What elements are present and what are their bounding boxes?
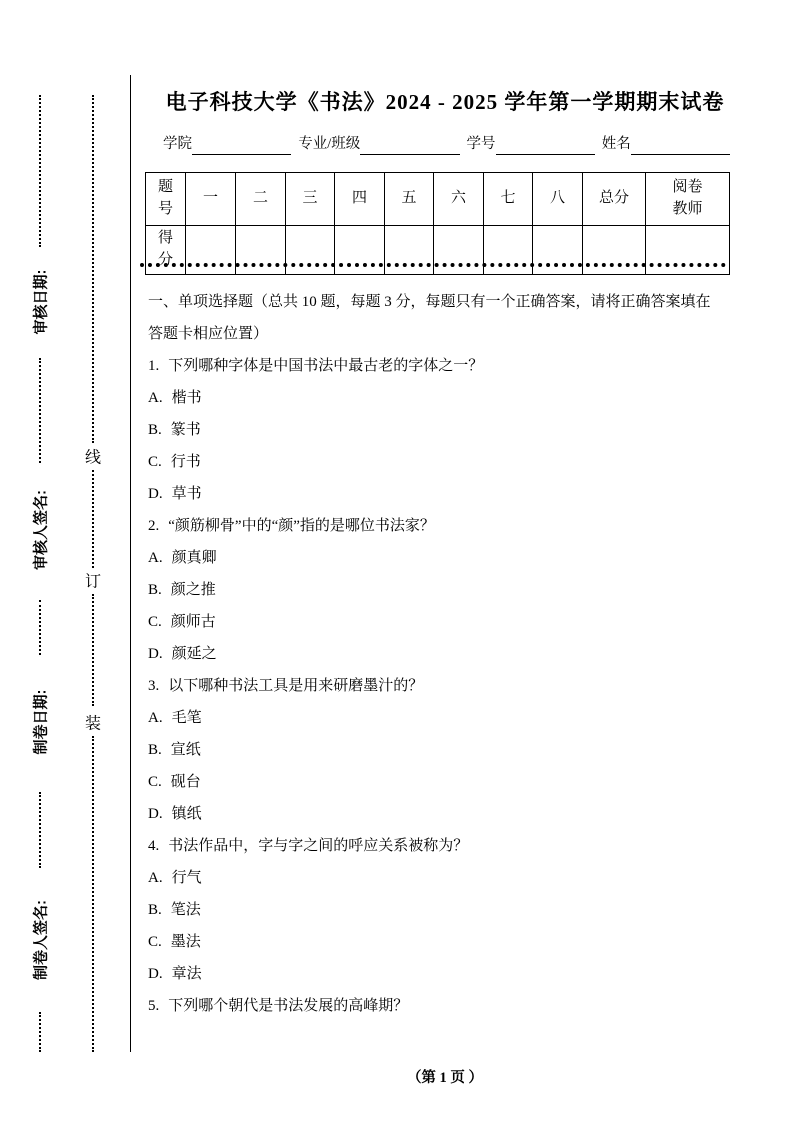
option-text: 行书 <box>170 454 201 470</box>
option-letter: C. <box>148 454 162 470</box>
option-text: 毛笔 <box>171 710 202 726</box>
score-label-cell: 得分 <box>146 226 186 275</box>
review-date-label: 审核日期: <box>32 269 50 335</box>
maker-date-label: 制卷日期: <box>32 689 50 755</box>
option-letter: B. <box>148 742 162 758</box>
option <box>148 414 733 446</box>
option-letter: D. <box>148 646 163 662</box>
question-number: 1. <box>148 358 160 374</box>
option-letter: C. <box>148 934 162 950</box>
option <box>148 542 733 574</box>
reviewer-signature-label: 审核人签名: <box>32 490 50 570</box>
option-text: 草书 <box>171 486 202 502</box>
question-stem: 下列哪个朝代是书法发展的高峰期？ <box>168 998 409 1014</box>
binding-dotted-line <box>92 594 94 706</box>
score-table-corner-cell: 题号 <box>146 173 186 226</box>
option-text: 章法 <box>171 966 202 982</box>
option-text: 笔法 <box>170 902 201 918</box>
option-text: 行气 <box>171 870 202 886</box>
option <box>148 766 733 798</box>
score-col-total: 总分 <box>583 173 646 226</box>
student-id-blank <box>496 136 595 155</box>
score-col-grader: 阅卷教师 <box>646 173 730 226</box>
question-text <box>148 510 733 542</box>
option-letter: A. <box>148 870 163 886</box>
option-letter: A. <box>148 550 163 566</box>
binding-dotted-line <box>92 736 94 1052</box>
maker-signature-label: 制卷人签名: <box>32 900 50 980</box>
question-text <box>148 990 733 1022</box>
student-id-label: 学号 <box>466 136 496 152</box>
question-block-5 <box>148 990 733 1022</box>
dotted-line <box>39 1012 41 1052</box>
binding-char-ding: 订 <box>84 573 102 591</box>
dotted-line <box>39 600 41 655</box>
score-table-header-row <box>146 173 730 226</box>
question-stem: 以下哪种书法工具是用来研磨墨汁的？ <box>168 678 424 694</box>
score-col-5: 五 <box>385 173 434 226</box>
binding-char-zhuang: 装 <box>84 715 102 733</box>
option-letter: B. <box>148 582 162 598</box>
major-class-blank <box>360 136 459 155</box>
option-text: 颜之推 <box>170 582 216 598</box>
question-text <box>148 830 733 862</box>
school-blank <box>192 136 291 155</box>
question-stem: 书法作品中，字与字之间的呼应关系被称为？ <box>168 838 469 854</box>
option <box>148 478 733 510</box>
dotted-line <box>39 792 41 868</box>
section-heading-line2: 答题卡相应位置） <box>148 326 269 342</box>
exam-body <box>148 286 733 1022</box>
option-text: 楷书 <box>171 390 202 406</box>
option-letter: D. <box>148 966 163 982</box>
major-class-label: 专业/班级 <box>298 136 361 152</box>
option-text: 砚台 <box>170 774 201 790</box>
dotted-line <box>39 95 41 247</box>
option-letter: A. <box>148 390 163 406</box>
score-col-8: 八 <box>533 173 583 226</box>
option <box>148 734 733 766</box>
option <box>148 894 733 926</box>
question-block-1 <box>148 350 733 510</box>
student-info-row <box>163 132 730 155</box>
option-text: 颜师古 <box>170 614 216 630</box>
binding-dotted-line <box>92 95 94 443</box>
name-blank <box>631 136 730 155</box>
page-title: 电子科技大学《书法》2024 - 2025 学年第一学期期末试卷 <box>165 90 725 114</box>
score-col-2: 二 <box>236 173 286 226</box>
option-letter: B. <box>148 422 162 438</box>
dotted-line <box>39 358 41 463</box>
question-block-4 <box>148 830 733 990</box>
score-col-6: 六 <box>434 173 484 226</box>
question-block-2 <box>148 510 733 670</box>
option-text: 颜真卿 <box>171 550 217 566</box>
option <box>148 606 733 638</box>
question-text <box>148 670 733 702</box>
score-col-3: 三 <box>286 173 335 226</box>
page-number: （第 1 页 ） <box>406 1070 484 1086</box>
option-letter: C. <box>148 774 162 790</box>
option <box>148 958 733 990</box>
option-letter: C. <box>148 614 162 630</box>
option <box>148 382 733 414</box>
option <box>148 574 733 606</box>
question-text <box>148 350 733 382</box>
question-stem: “颜筋柳骨”中的“颜”指的是哪位书法家？ <box>168 518 435 534</box>
section-heading-line1: 一、单项选择题（总共 10 题，每题 3 分，每题只有一个正确答案，请将正确答案填在 <box>148 294 711 310</box>
score-col-7: 七 <box>484 173 533 226</box>
score-col-1: 一 <box>186 173 236 226</box>
section-separator-dotted-line <box>140 263 726 267</box>
question-number: 2. <box>148 518 160 534</box>
option <box>148 446 733 478</box>
question-number: 3. <box>148 678 160 694</box>
option-letter: A. <box>148 710 163 726</box>
school-label: 学院 <box>163 136 192 152</box>
option-text: 宣纸 <box>170 742 201 758</box>
option-text: 墨法 <box>170 934 201 950</box>
content-left-rule <box>130 75 131 1052</box>
option-letter: B. <box>148 902 162 918</box>
option <box>148 638 733 670</box>
question-stem: 下列哪种字体是中国书法中最古老的字体之一？ <box>168 358 484 374</box>
question-number: 4. <box>148 838 160 854</box>
option-text: 篆书 <box>170 422 201 438</box>
binding-dotted-line <box>92 470 94 568</box>
option-letter: D. <box>148 806 163 822</box>
score-table <box>145 172 730 275</box>
score-col-4: 四 <box>335 173 385 226</box>
option <box>148 798 733 830</box>
question-block-3 <box>148 670 733 830</box>
binding-char-xian: 线 <box>84 449 102 467</box>
option <box>148 702 733 734</box>
option-letter: D. <box>148 486 163 502</box>
option-text: 颜延之 <box>171 646 217 662</box>
option <box>148 926 733 958</box>
name-label: 姓名 <box>601 136 631 152</box>
question-number: 5. <box>148 998 160 1014</box>
option <box>148 862 733 894</box>
option-text: 镇纸 <box>171 806 202 822</box>
